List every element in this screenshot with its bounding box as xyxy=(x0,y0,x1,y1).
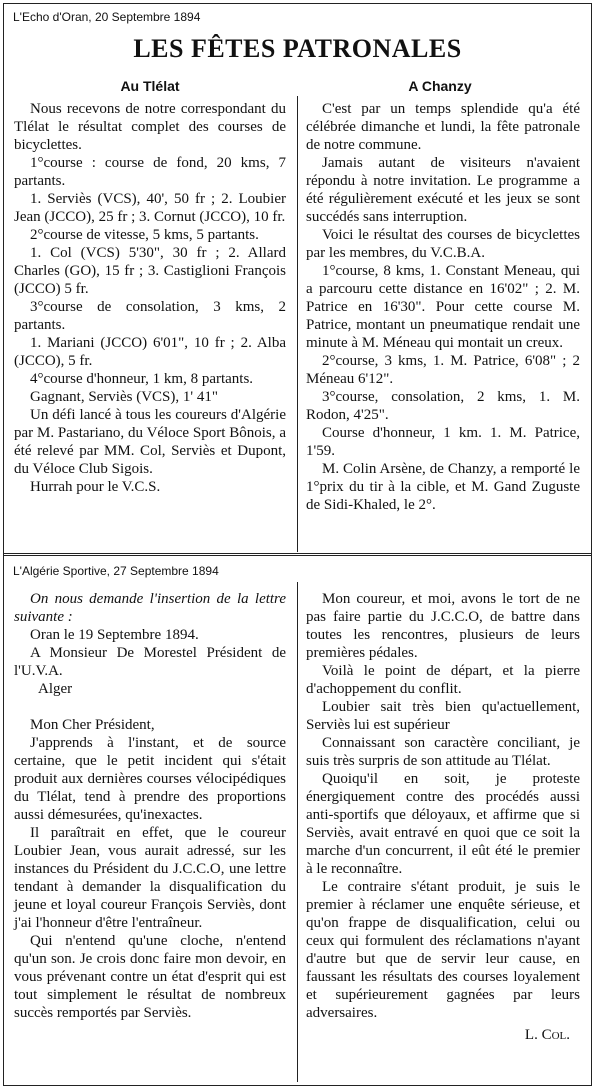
heading-au-tlelat: Au Tlélat xyxy=(120,78,180,94)
paragraph: Gagnant, Serviès (VCS), 1' 41" xyxy=(30,389,218,405)
section-rule xyxy=(3,553,592,556)
paragraph: 3°course, consolation, 2 kms, 1. M. Rodon, 4'25". xyxy=(306,389,580,423)
paragraph: M. Colin Arsène, de Chanzy, a remporté le 1°prix du tir à la cible, et M. Gand Zuguste de Sidi-Khaled, le 2°. xyxy=(306,461,580,513)
paragraph: Voici le résultat des courses de bicyclettes par les membres, du V.C.B.A. xyxy=(306,227,580,261)
letter-city: Alger xyxy=(38,681,73,697)
column-a-chanzy xyxy=(306,100,580,514)
letter-salutation: Mon Cher Président, xyxy=(30,717,155,733)
letter-place-date: Oran le 19 Septembre 1894. xyxy=(30,627,199,643)
source-line-echo-oran: L'Echo d'Oran, 20 Septembre 1894 xyxy=(13,10,201,24)
paragraph: 2°course de vitesse, 5 kms, 5 partants. xyxy=(30,227,259,243)
paragraph: 4°course d'honneur, 1 km, 8 partants. xyxy=(30,371,254,387)
signature: L. Col. xyxy=(524,1027,570,1043)
paragraph: 2°course, 3 kms, 1. M. Patrice, 6'08" ; 2 Méneau 6'12". xyxy=(306,353,580,387)
paragraph: Connaissant son caractère conciliant, je suis très surpris de son attitude au Tlélat. xyxy=(306,735,580,769)
paragraph: 1. Mariani (JCCO) 6'01", 10 fr ; 2. Alba (JCCO), 5 fr. xyxy=(14,335,286,369)
paragraph: Le contraire s'étant produit, je suis le premier à réclamer une enquête sérieuse, et qu'on frappe de disqualification, celui ou ceux qui formulent des réclamations n'ayant d'autre but que de servir leur cause, en faussant les résultats des courses loyalement et supérieurement gagnées par leurs adversaires. xyxy=(306,879,580,1021)
paragraph: Un défi lancé à tous les coureurs d'Algérie par M. Pastariano, du Véloce Sport Bônois, a été relevé par MM. Col, Serviès et Dupont, du Véloce Club Sigois. xyxy=(14,407,286,477)
letter-intro: On nous demande l'insertion de la lettre suivante : xyxy=(14,591,286,625)
paragraph: Hurrah pour le V.C.S. xyxy=(30,479,161,495)
paragraph: C'est par un temps splendide qu'a été célébrée dimanche et lundi, la fête patronale de notre commune. xyxy=(306,101,580,153)
paragraph: Jamais autant de visiteurs n'avaient répondu à notre invitation. Le programme a été régulièrement exécuté et les jeux se sont succédés sans interruption. xyxy=(306,155,580,225)
paragraph: 1°course, 8 kms, 1. Constant Meneau, qui a parcouru cette distance en 16'02" ; 2. M. Patrice en 16'30". Pour cette course M. Patrice, montant un pneumatique rendait une minute à M. Méneau qui montait un creux. xyxy=(306,263,580,351)
source-line-algerie-sportive: L'Algérie Sportive, 27 Septembre 1894 xyxy=(13,564,219,578)
paragraph: Voilà le point de départ, et la pierre d'achoppement du conflit. xyxy=(306,663,580,697)
article-title: LES FÊTES PATRONALES xyxy=(133,34,462,63)
paragraph: Quoiqu'il en soit, je proteste énergiquement contre des procédés aussi anti-sportifs que déloyaux, et affirme que si Serviès, avait entravé en quoi que ce soit la marche d'un concurrent, il eût été le premier à le reconnaître. xyxy=(306,771,580,877)
paragraph: 1°course : course de fond, 20 kms, 7 partants. xyxy=(14,155,286,189)
column-letter-part-2 xyxy=(306,590,580,1044)
paragraph: 1. Serviès (VCS), 40', 50 fr ; 2. Loubier Jean (JCCO), 25 fr ; 3. Cornut (JCCO), 10 fr. xyxy=(14,191,286,225)
paragraph: J'apprends à l'instant, et de source certaine, que le petit incident qui s'était produit aux dernières courses vélocipédiques du Tlélat, tend à prendre des proportions aussi démesurées, qu'inexactes. xyxy=(14,735,286,823)
paragraph: Course d'honneur, 1 km. 1. M. Patrice, 1'59. xyxy=(306,425,580,459)
column-divider xyxy=(297,582,298,1082)
heading-a-chanzy: A Chanzy xyxy=(408,78,472,94)
paragraph: 1. Col (VCS) 5'30", 30 fr ; 2. Allard Charles (GO), 15 fr ; 3. Castiglioni François (JCCO) 5 fr. xyxy=(14,245,286,297)
column-au-tlelat xyxy=(14,100,286,496)
paragraph: Loubier sait très bien qu'actuellement, Serviès lui est supérieur xyxy=(306,699,580,733)
column-divider xyxy=(297,96,298,552)
paragraph: Il paraîtrait en effet, que le coureur Loubier Jean, vous aurait adressé, sur les instances du Président du J.C.C.O, une lettre tendant à demander la disqualification du jeune et loyal coureur François Serviès, dont j'ai l'honneur d'être l'entraîneur. xyxy=(14,825,286,931)
letter-recipient: A Monsieur De Morestel Président de l'U.V.A. xyxy=(14,645,286,679)
column-letter-part-1 xyxy=(14,590,286,1022)
paragraph: Mon coureur, et moi, avons le tort de ne pas faire partie du J.C.C.O, de battre dans toutes les rencontres, plusieurs de leurs premières pédales. xyxy=(306,591,580,661)
paragraph: Qui n'entend qu'une cloche, n'entend qu'un son. Je crois donc faire mon devoir, en vous prévenant contre un état d'esprit qui est tout simplement le résultat de nombreux succès remportés par Serviès. xyxy=(14,933,286,1021)
paragraph: Nous recevons de notre correspondant du Tlélat le résultat complet des courses de bicyclettes. xyxy=(14,101,286,153)
paragraph: 3°course de consolation, 3 kms, 2 partants. xyxy=(14,299,286,333)
